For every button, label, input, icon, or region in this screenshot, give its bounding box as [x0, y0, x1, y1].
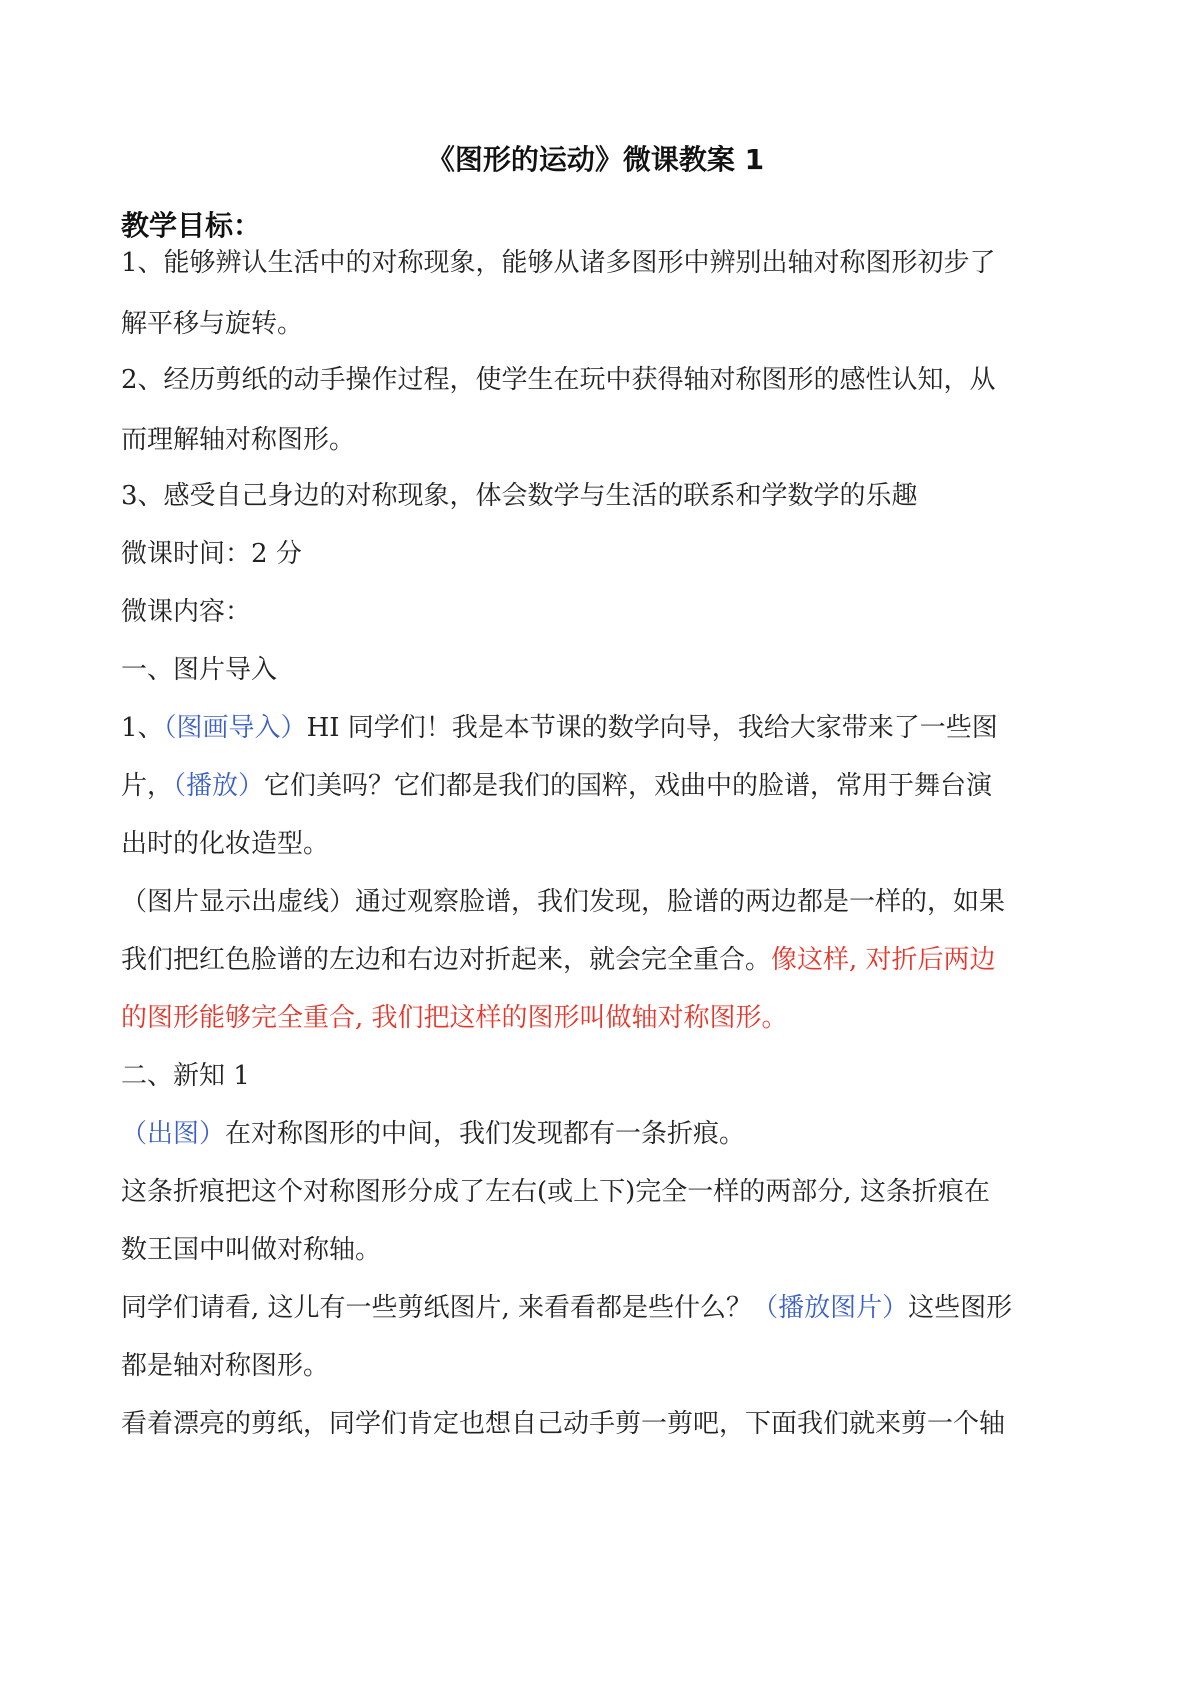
stage-cue-show-picture: （出图）	[121, 1119, 226, 1149]
document-title: 《图形的运动》微课教案 1	[426, 143, 765, 176]
paragraph-text: 它们美吗？它们都是我们的国粹，戏曲中的脸谱，常用于舞台演	[264, 771, 993, 801]
objective-1-number: 1、	[121, 248, 164, 278]
paragraph-text: 同学们请看, 这儿有一些剪纸图片, 来看看都是些什么？	[121, 1293, 753, 1323]
section-1-paragraph-2-line-1: （图片显示出虚线）通过观察脸谱，我们发现，脸谱的两边都是一样的，如果	[121, 887, 1006, 917]
paragraph-number: 1、	[121, 713, 164, 743]
stage-cue-play-pictures: （播放图片）	[752, 1293, 909, 1323]
section-2-heading: 二、新知 1	[121, 1061, 250, 1091]
highlighted-definition: 像这样, 对折后两边	[771, 945, 996, 975]
objective-1-text: 能够辨认生活中的对称现象，能够从诸多图形中辨别出轴对称图形初步了	[163, 248, 996, 278]
section-1-paragraph-1-line-2	[121, 768, 992, 804]
lesson-time-label: 微课时间：	[121, 539, 252, 569]
objective-2-line-1	[121, 362, 996, 398]
section-2-paragraph-2-line-2: 数王国中叫做对称轴。	[121, 1235, 382, 1265]
section-1-heading: 一、图片导入	[121, 655, 278, 685]
highlighted-definition-line-2: 的图形能够完全重合, 我们把这样的图形叫做轴对称图形。	[121, 1003, 788, 1033]
section-2-paragraph-3-line-2: 都是轴对称图形。	[121, 1351, 330, 1381]
paragraph-text: 我们把红色脸谱的左边和右边对折起来，就会完全重合。	[121, 945, 772, 975]
paragraph-text: 片，	[121, 771, 174, 801]
lesson-content-label: 微课内容：	[121, 597, 252, 627]
objective-3-text: 感受自己身边的对称现象，体会数学与生活的联系和学数学的乐趣	[163, 481, 918, 511]
section-1-paragraph-1-line-3: 出时的化妆造型。	[121, 829, 330, 859]
section-2-paragraph-1	[121, 1116, 745, 1152]
section-2-paragraph-4-line-1: 看着漂亮的剪纸，同学们肯定也想自己动手剪一剪吧，下面我们就来剪一个轴	[121, 1409, 1006, 1439]
objectives-heading: 教学目标：	[121, 209, 262, 242]
stage-cue-picture-intro: （图画导入）	[163, 713, 307, 743]
lesson-time-value: 2 分	[251, 539, 302, 569]
objective-3-line-1	[121, 478, 918, 514]
objective-2-number: 2、	[121, 365, 164, 395]
objective-3-number: 3、	[121, 481, 164, 511]
paragraph-text: HI 同学们！我是本节课的数学向导，我给大家带来了一些图	[306, 713, 998, 743]
section-2-paragraph-3-line-1	[121, 1290, 1012, 1326]
section-1-paragraph-1-line-1	[121, 710, 998, 746]
section-1-paragraph-2-line-2	[121, 942, 996, 978]
section-2-paragraph-2-line-1: 这条折痕把这个对称图形分成了左右(或上下)完全一样的两部分, 这条折痕在	[121, 1177, 990, 1207]
objective-2-line-2: 而理解轴对称图形。	[121, 425, 356, 455]
objective-2-text: 经历剪纸的动手操作过程，使学生在玩中获得轴对称图形的感性认知，从	[163, 365, 996, 395]
lesson-time	[121, 536, 302, 572]
paragraph-text: 在对称图形的中间，我们发现都有一条折痕。	[225, 1119, 746, 1149]
objective-1-line-1	[121, 245, 996, 281]
paragraph-text: 这些图形	[908, 1293, 1013, 1323]
objective-1-line-2: 解平移与旋转。	[121, 309, 304, 339]
stage-cue-play: （播放）	[173, 771, 265, 801]
